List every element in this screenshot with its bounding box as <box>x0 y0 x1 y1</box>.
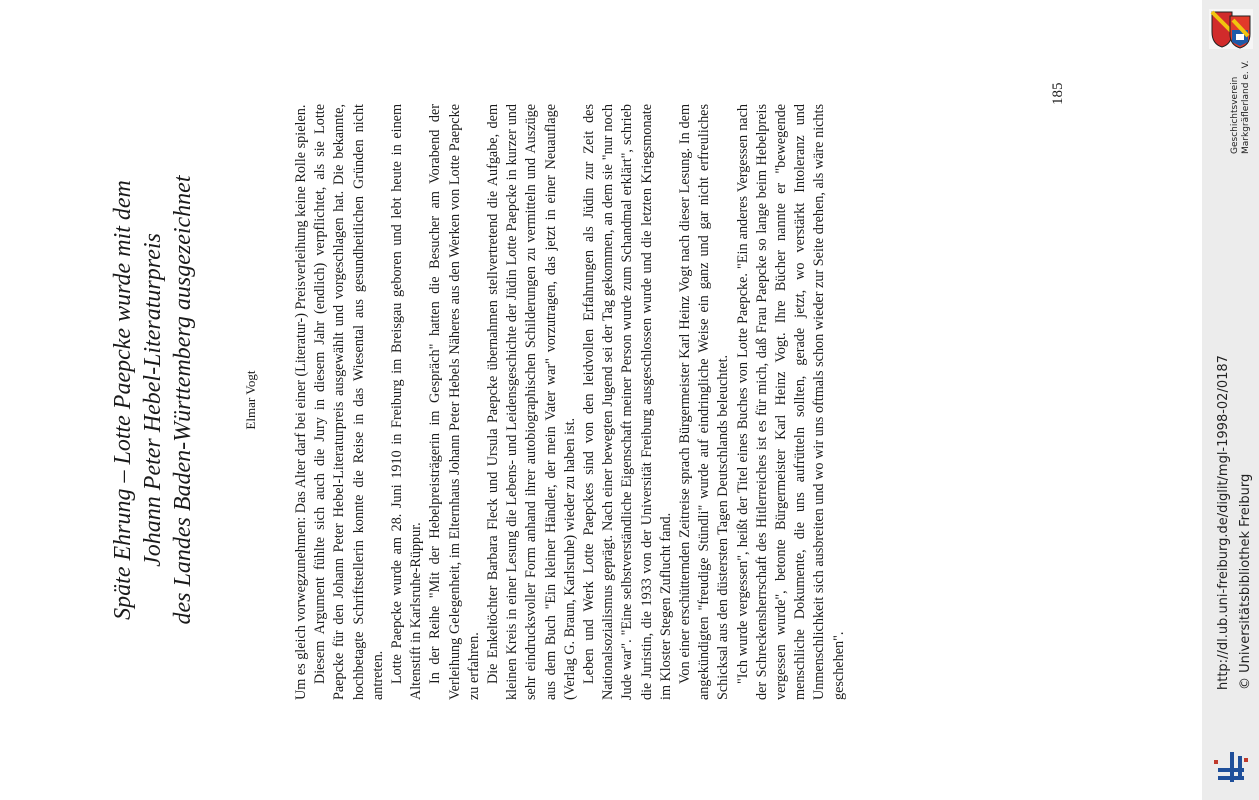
paragraph: Um es gleich vorwegzunehmen: Das Alter darf bei einer (Literatur-) Preisverleihung keine Rolle spielen. <box>293 104 309 700</box>
title-line: Johann Peter Hebel-Literaturpreis <box>140 233 166 567</box>
permalink-url[interactable]: http://dl.ub.uni-freiburg.de/diglit/mgl-1998-02/0187 <box>1216 355 1231 690</box>
paragraph: Leben und Werk Lotte Paepckes sind von den leidvollen Erfahrungen als Jüdin zur Zeit des Nationalsozialismus geprägt. Nach einer bewegten Jugend sei der Tag gekommen, an dem sie "nur noch Jude war". "Eine selbstverständliche Eigenschaft meiner Person wurde zum Schandmal erklärt", schrieb die Juristin, die 1933 von der Universität Freiburg ausgeschlossen wurde und die letzten Kriegsmonate im Kloster Stegen Zuflucht fand. <box>581 104 674 700</box>
paragraph: "Ich wurde vergessen", heißt der Titel eines Buches von Lotte Paepcke. "Ein anderes Vergessen nach der Schreckensherrschaft des Hitlerreiches ist es für mich, daß Frau Paepcke so lange beim Hebelpreis vergessen wurde", betonte Bürgermeister Karl Heinz Vogt. Ihre Bücher nannte er "bewegende menschliche Dokumente, die uns aufrütteln sollten, gerade jetzt, wo verstärkt Intoleranz und Unmenschlichkeit sich ausbreiten und wo wir uns oftmals schon wieder zur Seite drehen, als wäre nichts geschehen". <box>734 104 847 700</box>
copyright-note: © Universitätsbibliothek Freiburg <box>1238 473 1253 690</box>
title-line: Späte Ehrung – Lotte Paepcke wurde mit dem <box>110 180 136 620</box>
sidebar-text-strip <box>1202 0 1259 800</box>
article-title <box>108 50 198 750</box>
paragraph: Die Enkeltöchter Barbara Fleck und Ursula Paepcke übernahmen stellvertretend die Aufgabe, dem kleinen Kreis in einer Lesung die Lebens- und Leidensgeschichte der Jüdin Lotte Paepcke in kurzer und sehr eindrucksvoller Form anhand ihrer autobiographischen Schilderungen zu vermitteln und Auszüge aus dem Buch "Ein kleiner Händler, der mein Vater war" vorzutragen, das jetzt in einer Neuauflage (Verlag G. Braun, Karlsruhe) wieder zu haben ist. <box>485 104 578 700</box>
paragraph: Von einer erschütternden Zeitreise sprach Bürgermeister Karl Heinz Vogt nach dieser Lesung. In dem angekündigten "freudige Stündli" wurde auf eindringliche Weise ein ganz und gar nicht erfreuliches Schicksal aus den düstersten Tagen Deutschlands beleuchtet. <box>677 104 732 700</box>
paragraph: Diesem Argument fühlte sich auch die Jury in diesem Jahr (endlich) verpflichtet, als sie Lotte Paepcke für den Johann Peter Hebel-Literaturpreis ausgewählt und vorgeschlagen hat. Die bekannte, hochbetagte Schriftstellerin konnte die Reise in das Wiesental aus gesundheitlichen Gründen nicht antreten. <box>312 104 386 700</box>
society-name: Geschichtsverein <box>1230 76 1240 154</box>
coat-of-arms-icon <box>1208 8 1254 50</box>
ub-freiburg-logo-icon <box>1210 748 1254 788</box>
author-name: Elmar Vogt <box>243 370 258 430</box>
title-line: des Landes Baden-Württemberg ausgezeichnet <box>170 175 196 625</box>
paragraph: In der Reihe "Mit der Hebelpreisträgerin im Gespräch" hatten die Besucher am Vorabend der Verleihung Gelegenheit, im Elternhaus Johann Peter Hebels Näheres aus den Werken von Lotte Paepcke zu erfahren. <box>427 104 482 700</box>
society-region: Markgräflerland e. V. <box>1241 60 1251 154</box>
viewer-sidebar <box>1202 0 1259 800</box>
article-body <box>292 104 849 700</box>
paragraph: Lotte Paepcke wurde am 28. Juni 1910 in Freiburg im Breisgau geboren und lebt heute in einem Altenstift in Karlsruhe-Rüppur. <box>389 104 425 700</box>
page-number: 185 <box>1050 82 1066 105</box>
